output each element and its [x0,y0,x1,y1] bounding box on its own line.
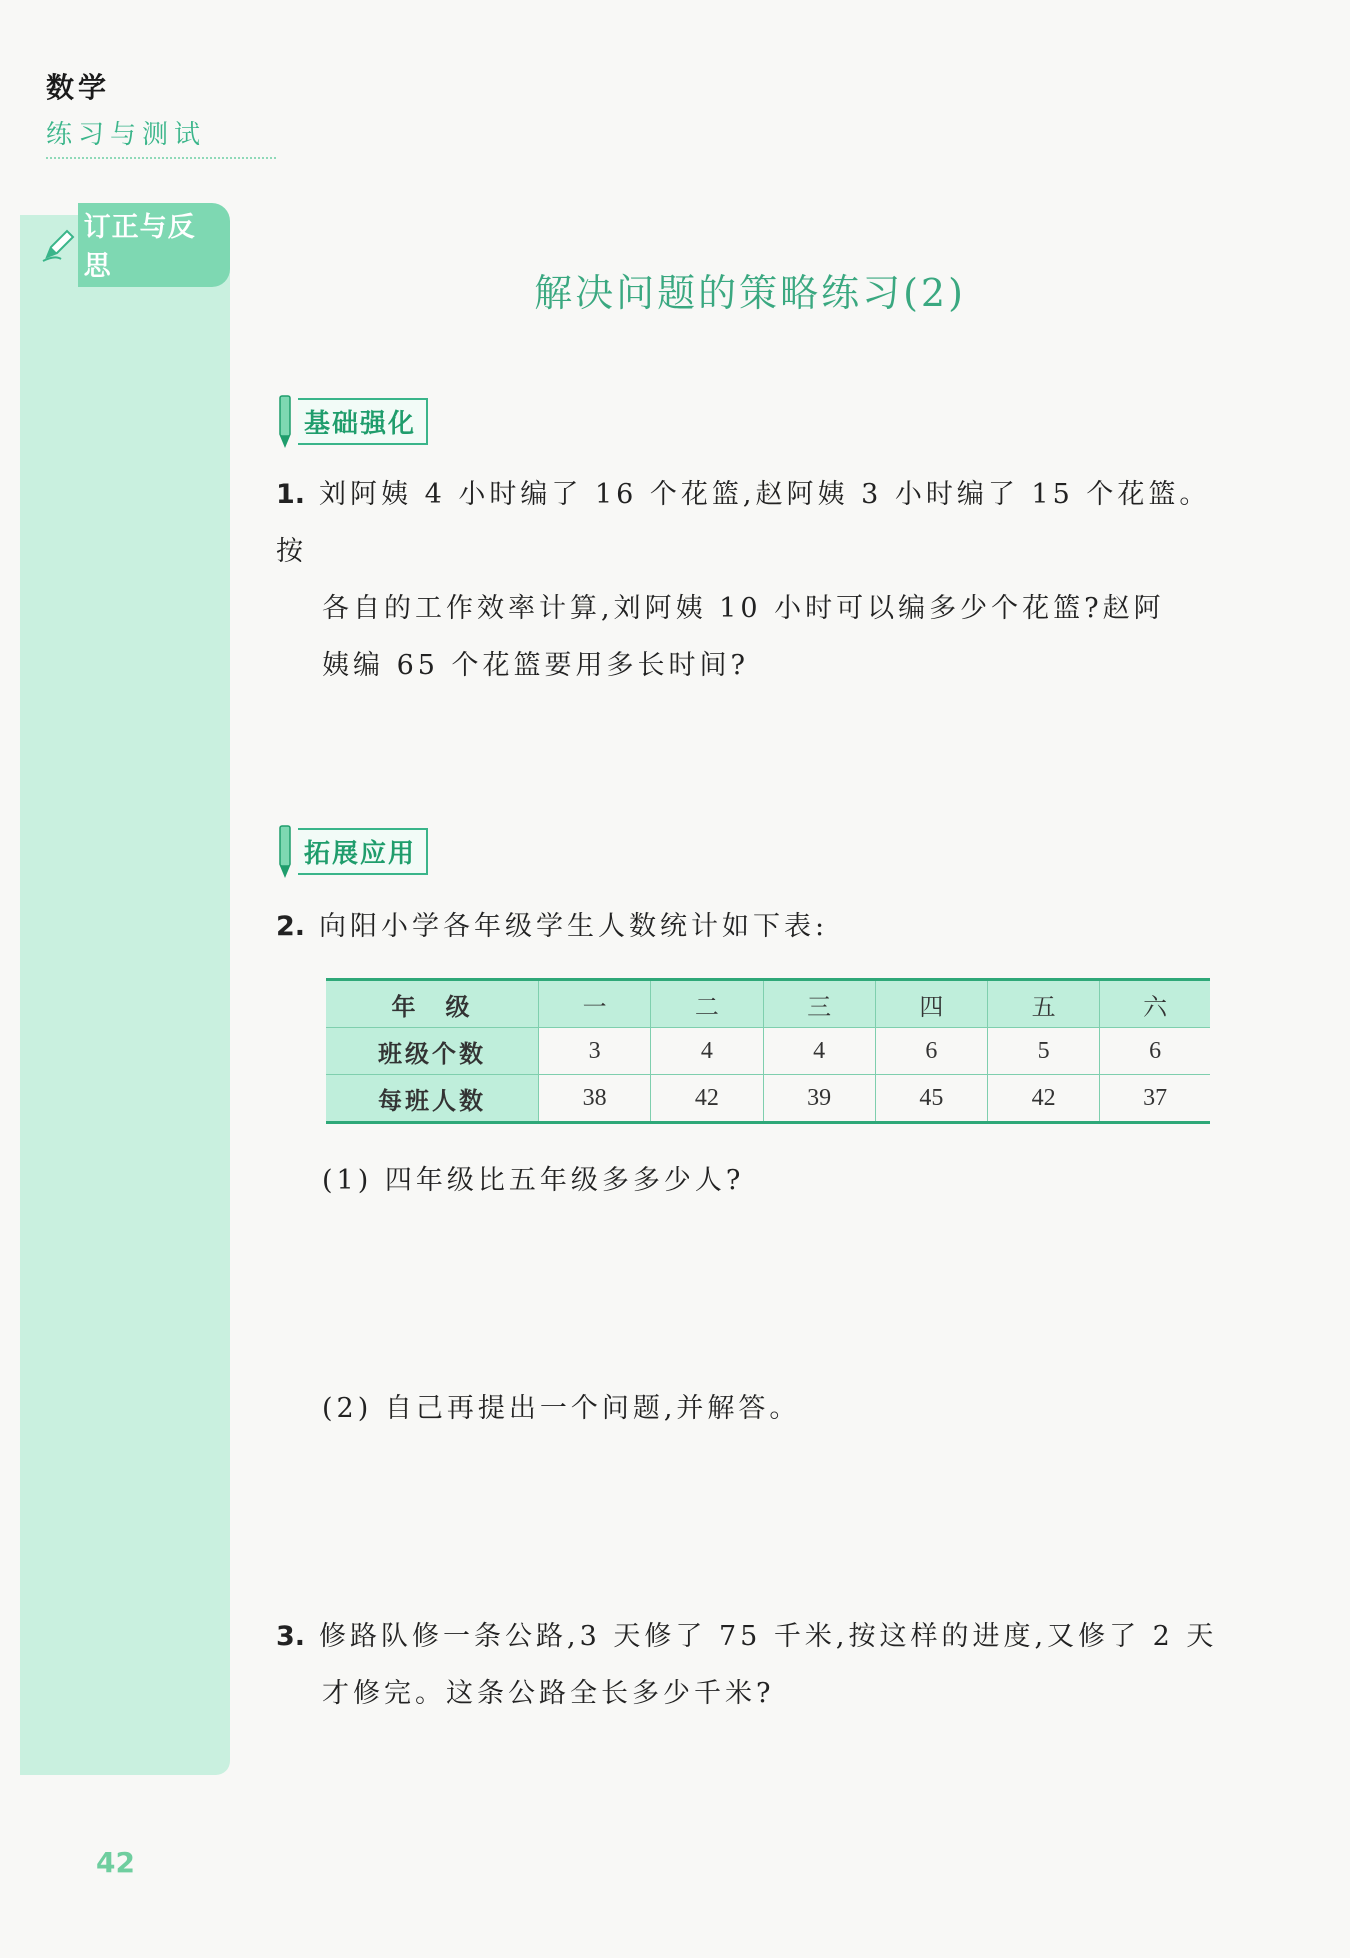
question-2-sub-1: (1) 四年级比五年级多多少人? [322,1165,745,1196]
question-number: 2. [276,911,306,942]
table-cell: 37 [1100,1075,1210,1123]
table-cell: 六 [1100,980,1210,1028]
question-3 [276,1608,1236,1722]
pencil-icon [272,822,298,880]
series-title: 练习与测试 [46,112,276,159]
section-extended [272,822,428,880]
question-2-text: 向阳小学各年级学生人数统计如下表: [319,911,829,942]
question-3-line-2: 才修完。这条公路全长多少千米? [322,1678,775,1709]
table-cell: 4 [651,1028,763,1075]
question-3-line-1: 修路队修一条公路,3 天修了 75 千米,按这样的进度,又修了 2 天 [319,1621,1218,1652]
table-cell: 4 [763,1028,875,1075]
table-cell: 38 [539,1075,651,1123]
question-number: 1. [276,479,306,510]
question-1-line-2: 各自的工作效率计算,刘阿姨 10 小时可以编多少个花篮?赵阿 [322,593,1165,624]
book-brand [46,66,276,159]
table-cell: 42 [651,1075,763,1123]
table-cell: 三 [763,980,875,1028]
table-cell: 45 [875,1075,987,1123]
row-header: 年 级 [326,980,539,1028]
page-number: 42 [96,1846,135,1879]
section-basic [272,392,428,450]
section-extended-label: 拓展应用 [298,828,428,875]
row-header: 班级个数 [326,1028,539,1075]
table-cell: 四 [875,980,987,1028]
subject-title: 数学 [46,71,111,104]
reflection-label: 订正与反思 [78,203,230,287]
table-cell: 6 [875,1028,987,1075]
row-header: 每班人数 [326,1075,539,1123]
table-row [326,1028,1210,1075]
table-cell: 3 [539,1028,651,1075]
table-row [326,980,1210,1028]
table-cell: 39 [763,1075,875,1123]
question-1-line-3: 姨编 65 个花篮要用多长时间? [322,650,749,681]
grade-statistics-table [326,978,1210,1124]
table-cell: 二 [651,980,763,1028]
pencil-icon [40,226,78,264]
table-cell: 五 [988,980,1100,1028]
reflection-sidebar [20,215,230,1775]
question-1 [276,466,1236,694]
question-1-line-1: 刘阿姨 4 小时编了 16 个花篮,赵阿姨 3 小时编了 15 个花篮。按 [276,479,1211,567]
pencil-icon [272,392,298,450]
table-cell: 5 [988,1028,1100,1075]
table-row [326,1075,1210,1123]
table-cell: 42 [988,1075,1100,1123]
table-cell: 6 [1100,1028,1210,1075]
lesson-title: 解决问题的策略练习(2) [534,271,966,315]
section-basic-label: 基础强化 [298,398,428,445]
question-2 [276,898,1236,955]
question-2-sub-2: (2) 自己再提出一个问题,并解答。 [322,1393,801,1424]
question-number: 3. [276,1621,306,1652]
reflection-tab [40,212,230,282]
table-cell: 一 [539,980,651,1028]
